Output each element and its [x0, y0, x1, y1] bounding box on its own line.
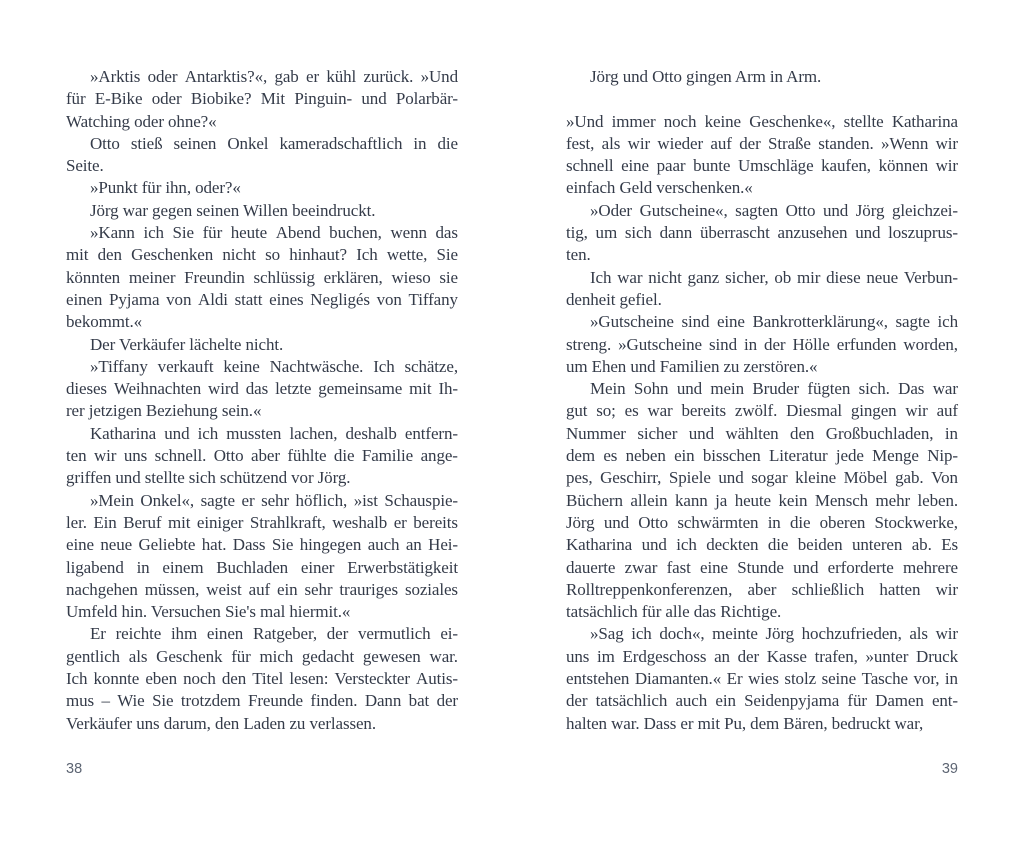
text-line: »Punkt für ihn, oder?«: [90, 178, 241, 198]
text-line: für E-Bike oder Biobike? Mit Pinguin- und Polarbär-: [66, 89, 458, 109]
text-line: Der Verkäufer lächelte nicht.: [90, 334, 284, 354]
page-number-right: 39: [941, 761, 958, 777]
text-line: »Arktis oder Antarktis?«, gab er kühl zurück. »Und: [90, 67, 458, 86]
text-line: Seite.: [66, 156, 104, 176]
text-line: Verkäufer uns darum, den Laden zu verlassen.: [66, 713, 376, 733]
text-line: entstehen Diamanten.« Er wies stolz seine Tasche vor, in: [566, 669, 958, 689]
text-line: Jörg und Otto schwärmten in die oberen Stockwerke,: [566, 512, 958, 532]
text-line: Ich konnte eben noch den Titel lesen: Versteckter Autis-: [66, 669, 458, 689]
text-line: denheit gefiel.: [566, 289, 662, 309]
text-line: pes, Geschirr, Spiele und sogar kleine Möbel gab. Von: [566, 468, 958, 488]
text-line: »Und immer noch keine Geschenke«, stellte Katharina: [566, 111, 958, 131]
page-right: [566, 0, 958, 854]
text-line: dieses Weihnachten wird das letzte gemeinsame mit Ih-: [66, 379, 458, 399]
text-line: »Oder Gutscheine«, sagten Otto und Jörg gleichzei-: [590, 200, 958, 220]
text-line: gut so; es war bereits zwölf. Diesmal gingen wir auf: [566, 401, 958, 421]
text-line: »Kann ich Sie für heute Abend buchen, wenn das: [90, 223, 458, 243]
text-line: einfach Geld verschenken.«: [566, 178, 753, 198]
text-line: ler. Ein Beruf mit einiger Strahlkraft, weshalb er bereits: [66, 512, 458, 532]
text-line: mus – Wie Sie trotzdem Freunde finden. Dann bat der: [66, 691, 458, 711]
text-line: Jörg und Otto gingen Arm in Arm.: [590, 67, 822, 86]
text-line: fest, als wir wieder auf der Straße standen. »Wenn wir: [566, 133, 958, 153]
text-line: tig, um sich dann überrascht anzusehen und loszuprus-: [566, 223, 958, 243]
text-line: eine neue Geliebte hat. Dass Sie hingegen auch an Hei-: [66, 535, 458, 555]
page-left-text: [66, 66, 458, 735]
text-line: ligabend in einem Buchladen einer Erwerbstätigkeit: [66, 557, 458, 577]
text-line: rer jetzigen Beziehung sein.«: [66, 401, 262, 421]
text-line: Nummer sicher und wählten den Großbuchladen, in: [566, 423, 958, 443]
text-line: halten war. Dass er mit Pu, dem Bären, bedruckt war,: [566, 713, 924, 733]
text-line: ten.: [566, 245, 591, 265]
text-line: nachgehen müssen, weist auf ein sehr trauriges soziales: [66, 579, 458, 599]
page-right-text: [566, 66, 958, 735]
text-line: könnten meiner Freundin schlüssig erklären, wieso sie: [66, 267, 458, 287]
text-line: Katharina und ich mussten lachen, deshalb entfern-: [90, 423, 458, 443]
text-line: dauerte zwar fast eine Stunde und erforderte mehrere: [566, 557, 958, 577]
page-left: [66, 0, 458, 854]
text-line: »Tiffany verkauft keine Nachtwäsche. Ich schätze,: [90, 356, 458, 376]
text-line: »Sag ich doch«, meinte Jörg hochzufrieden, als wir: [590, 624, 958, 644]
text-line: um Ehen und Familien zu zerstören.«: [566, 356, 818, 376]
text-line: Katharina und ich deckten die beiden unteren ab. Es: [566, 535, 958, 555]
text-line: schnell eine paar bunte Umschläge kaufen, können wir: [566, 156, 958, 176]
text-line: Rolltreppenkonferenzen, aber schließlich hatten wir: [566, 579, 958, 599]
blank-line: [566, 88, 958, 110]
text-line: mit den Geschenken nicht so hinhaut? Ich wette, Sie: [66, 245, 458, 265]
text-line: »Mein Onkel«, sagte er sehr höflich, »ist Schauspie-: [90, 490, 458, 510]
text-line: streng. »Gutscheine sind in der Hölle erfunden worden,: [566, 334, 958, 354]
text-line: Jörg war gegen seinen Willen beeindruckt.: [90, 200, 376, 220]
text-line: einen Pyjama von Aldi statt eines Negligés von Tiffany: [66, 289, 458, 309]
text-line: Mein Sohn und mein Bruder fügten sich. Das war: [590, 379, 958, 399]
page-number-left: 38: [66, 761, 83, 777]
text-line: »Gutscheine sind eine Bankrotterklärung«, sagte ich: [590, 312, 958, 332]
text-line: uns im Erdgeschoss an der Kasse trafen, »unter Druck: [566, 646, 958, 666]
text-line: Büchern allein kann ja heute kein Mensch mehr leben.: [566, 490, 958, 510]
text-line: tatsächlich für alle das Richtige.: [566, 602, 782, 622]
text-line: Umfeld hin. Versuchen Sie's mal hiermit.«: [66, 602, 351, 622]
text-line: Ich war nicht ganz sicher, ob mir diese neue Verbun-: [590, 267, 958, 287]
text-line: dem es neben ein bisschen Literatur jede Menge Nip-: [566, 446, 958, 466]
text-line: Er reichte ihm einen Ratgeber, der vermutlich ei-: [90, 624, 458, 644]
text-line: griffen und stellte sich schützend vor Jörg.: [66, 468, 351, 488]
text-line: Watching oder ohne?«: [66, 111, 217, 131]
text-line: der tatsächlich auch ein Seidenpyjama für Damen ent-: [566, 691, 958, 711]
text-line: Otto stieß seinen Onkel kameradschaftlich in die: [90, 133, 458, 153]
text-line: gentlich als Geschenk für mich gedacht gewesen war.: [66, 646, 458, 666]
text-line: ten wir uns schnell. Otto aber fühlte die Familie ange-: [66, 446, 458, 466]
text-line: bekommt.«: [66, 312, 143, 332]
